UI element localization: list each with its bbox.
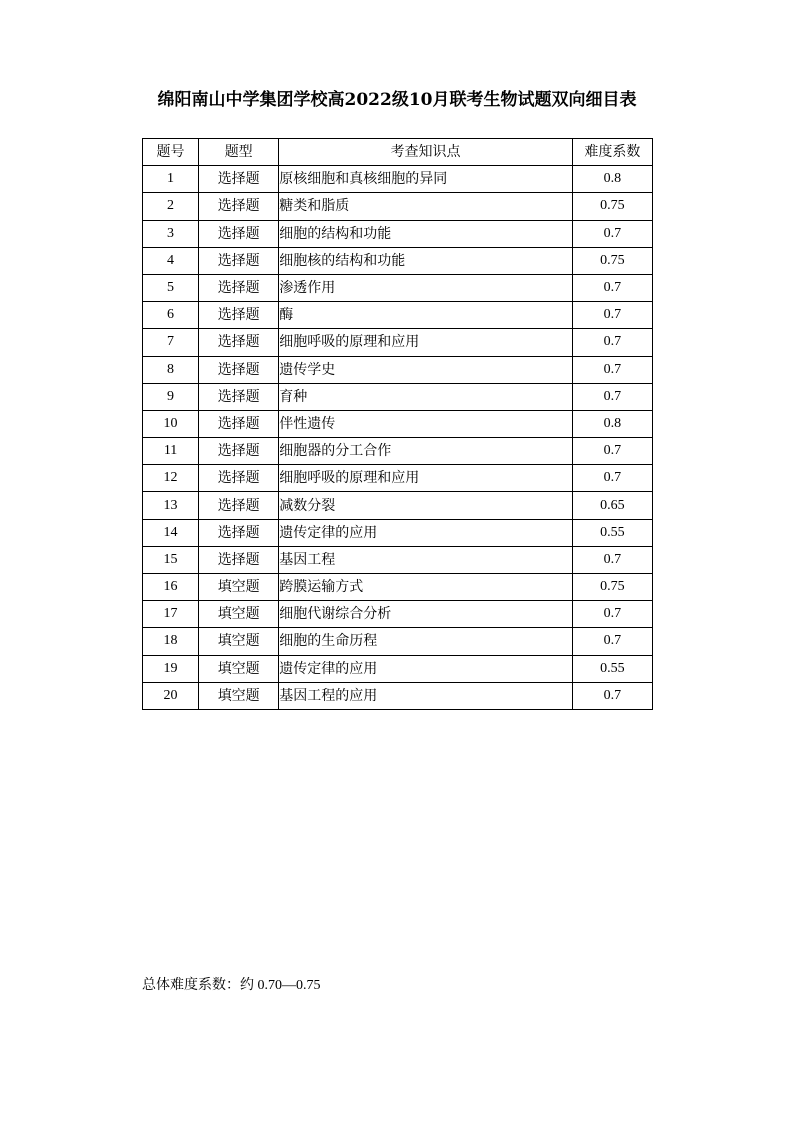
table-row — [143, 601, 653, 628]
cell-question-type: 选择题 — [199, 329, 279, 356]
table-row — [143, 383, 653, 410]
table-row — [143, 546, 653, 573]
cell-knowledge-point: 基因工程 — [279, 546, 573, 573]
table-row — [143, 166, 653, 193]
table-body — [143, 166, 653, 710]
cell-difficulty: 0.7 — [572, 601, 652, 628]
cell-question-type: 选择题 — [199, 220, 279, 247]
table-row — [143, 274, 653, 301]
cell-question-type: 选择题 — [199, 356, 279, 383]
cell-question-no: 13 — [143, 492, 199, 519]
cell-knowledge-point: 细胞核的结构和功能 — [279, 247, 573, 274]
cell-difficulty: 0.75 — [572, 247, 652, 274]
table-header-row — [143, 139, 653, 166]
table-row — [143, 655, 653, 682]
cell-knowledge-point: 细胞呼吸的原理和应用 — [279, 329, 573, 356]
cell-difficulty: 0.7 — [572, 383, 652, 410]
cell-difficulty: 0.65 — [572, 492, 652, 519]
cell-difficulty: 0.7 — [572, 465, 652, 492]
cell-question-type: 选择题 — [199, 302, 279, 329]
cell-question-no: 2 — [143, 193, 199, 220]
header-knowledge-point: 考查知识点 — [279, 139, 573, 166]
cell-question-type: 选择题 — [199, 274, 279, 301]
cell-knowledge-point: 渗透作用 — [279, 274, 573, 301]
cell-difficulty: 0.7 — [572, 329, 652, 356]
cell-question-type: 选择题 — [199, 492, 279, 519]
cell-knowledge-point: 细胞的结构和功能 — [279, 220, 573, 247]
table-row — [143, 574, 653, 601]
table-row — [143, 356, 653, 383]
cell-question-no: 10 — [143, 410, 199, 437]
cell-question-no: 3 — [143, 220, 199, 247]
cell-difficulty: 0.55 — [572, 655, 652, 682]
cell-question-type: 选择题 — [199, 546, 279, 573]
table-row — [143, 329, 653, 356]
cell-question-no: 7 — [143, 329, 199, 356]
cell-difficulty: 0.7 — [572, 628, 652, 655]
cell-question-type: 填空题 — [199, 682, 279, 709]
cell-knowledge-point: 遗传定律的应用 — [279, 519, 573, 546]
cell-question-type: 选择题 — [199, 383, 279, 410]
cell-question-type: 选择题 — [199, 247, 279, 274]
cell-knowledge-point: 细胞器的分工合作 — [279, 438, 573, 465]
cell-knowledge-point: 跨膜运输方式 — [279, 574, 573, 601]
cell-difficulty: 0.7 — [572, 274, 652, 301]
cell-knowledge-point: 细胞代谢综合分析 — [279, 601, 573, 628]
cell-difficulty: 0.7 — [572, 682, 652, 709]
cell-knowledge-point: 伴性遗传 — [279, 410, 573, 437]
cell-difficulty: 0.7 — [572, 356, 652, 383]
cell-question-no: 4 — [143, 247, 199, 274]
cell-knowledge-point: 细胞呼吸的原理和应用 — [279, 465, 573, 492]
cell-question-no: 17 — [143, 601, 199, 628]
cell-question-no: 18 — [143, 628, 199, 655]
cell-difficulty: 0.8 — [572, 166, 652, 193]
cell-difficulty: 0.75 — [572, 193, 652, 220]
cell-question-no: 14 — [143, 519, 199, 546]
cell-knowledge-point: 细胞的生命历程 — [279, 628, 573, 655]
cell-question-no: 1 — [143, 166, 199, 193]
table-row — [143, 519, 653, 546]
overall-difficulty-label: 总体难度系数：约 — [142, 977, 254, 993]
table-row — [143, 247, 653, 274]
spec-table — [142, 138, 653, 710]
cell-question-no: 20 — [143, 682, 199, 709]
cell-question-no: 8 — [143, 356, 199, 383]
overall-difficulty-value: 0.70—0.75 — [254, 978, 321, 993]
cell-question-type: 选择题 — [199, 519, 279, 546]
table-row — [143, 220, 653, 247]
cell-question-no: 16 — [143, 574, 199, 601]
cell-question-type: 选择题 — [199, 438, 279, 465]
header-question-no: 题号 — [143, 139, 199, 166]
cell-knowledge-point: 酶 — [279, 302, 573, 329]
cell-difficulty: 0.55 — [572, 519, 652, 546]
cell-question-type: 填空题 — [199, 655, 279, 682]
cell-question-no: 11 — [143, 438, 199, 465]
cell-question-no: 12 — [143, 465, 199, 492]
cell-knowledge-point: 减数分裂 — [279, 492, 573, 519]
table-row — [143, 193, 653, 220]
cell-question-no: 5 — [143, 274, 199, 301]
cell-question-type: 选择题 — [199, 465, 279, 492]
page-title: 绵阳南山中学集团学校高2022级10月联考生物试题双向细目表 — [157, 90, 637, 110]
cell-knowledge-point: 原核细胞和真核细胞的异同 — [279, 166, 573, 193]
cell-question-type: 填空题 — [199, 628, 279, 655]
header-difficulty: 难度系数 — [572, 139, 652, 166]
cell-question-type: 选择题 — [199, 166, 279, 193]
table-row — [143, 492, 653, 519]
cell-difficulty: 0.7 — [572, 438, 652, 465]
table-row — [143, 628, 653, 655]
table-row — [143, 410, 653, 437]
cell-knowledge-point: 遗传学史 — [279, 356, 573, 383]
cell-question-no: 19 — [143, 655, 199, 682]
cell-question-type: 选择题 — [199, 193, 279, 220]
cell-difficulty: 0.7 — [572, 220, 652, 247]
cell-knowledge-point: 遗传定律的应用 — [279, 655, 573, 682]
overall-difficulty — [142, 974, 321, 994]
cell-knowledge-point: 育种 — [279, 383, 573, 410]
cell-question-no: 15 — [143, 546, 199, 573]
cell-difficulty: 0.75 — [572, 574, 652, 601]
table-row — [143, 302, 653, 329]
cell-difficulty: 0.8 — [572, 410, 652, 437]
cell-question-type: 填空题 — [199, 574, 279, 601]
table-row — [143, 465, 653, 492]
cell-question-no: 9 — [143, 383, 199, 410]
cell-question-type: 填空题 — [199, 601, 279, 628]
cell-question-no: 6 — [143, 302, 199, 329]
header-question-type: 题型 — [199, 139, 279, 166]
cell-difficulty: 0.7 — [572, 546, 652, 573]
cell-difficulty: 0.7 — [572, 302, 652, 329]
cell-knowledge-point: 基因工程的应用 — [279, 682, 573, 709]
table-row — [143, 438, 653, 465]
cell-knowledge-point: 糖类和脂质 — [279, 193, 573, 220]
cell-question-type: 选择题 — [199, 410, 279, 437]
table-row — [143, 682, 653, 709]
